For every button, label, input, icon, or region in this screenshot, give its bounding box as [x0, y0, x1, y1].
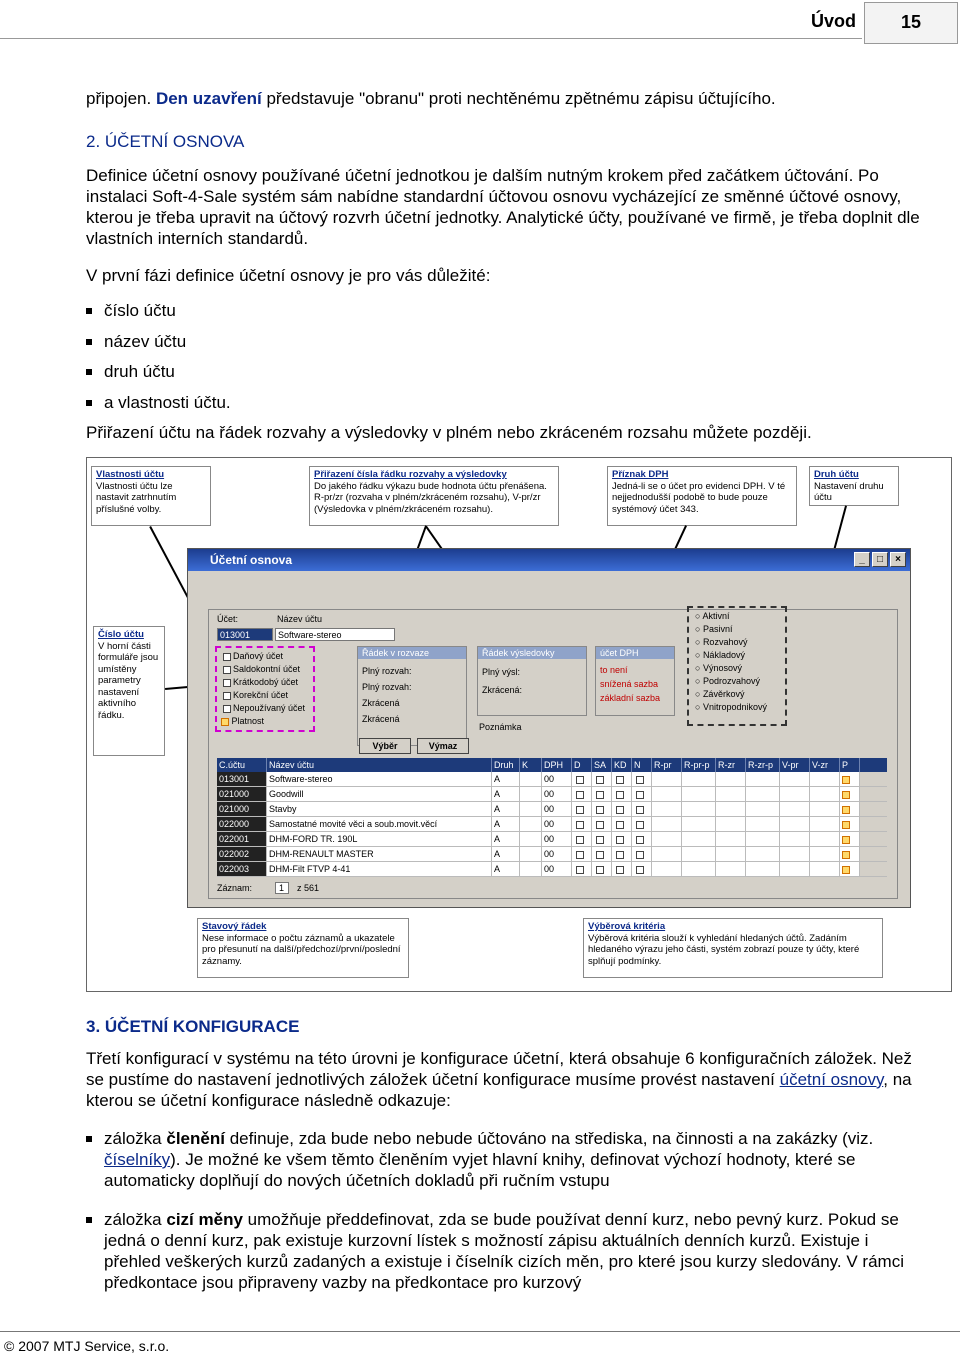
checkbox[interactable] [616, 851, 624, 859]
grid-cell[interactable] [612, 832, 632, 846]
account-name-cell[interactable]: Stavby [267, 802, 492, 816]
checkbox[interactable] [576, 806, 584, 814]
account-code-cell[interactable]: 013001 [217, 772, 267, 786]
section3-paragraph [86, 1048, 926, 1111]
chart-of-accounts-link[interactable]: účetní osnovy [779, 1070, 884, 1089]
section3-heading: 3. ÚČETNÍ KONFIGURACE [86, 1017, 300, 1036]
group-title: účet DPH [596, 647, 674, 659]
grid-cell[interactable] [592, 817, 612, 831]
account-code-cell[interactable]: 022003 [217, 862, 267, 876]
grid-cell[interactable] [746, 802, 780, 816]
grid-cell[interactable] [810, 832, 840, 846]
account-number-field[interactable]: 013001 [217, 628, 273, 641]
chart-of-accounts-window [187, 548, 911, 908]
grid-header [217, 758, 887, 772]
record-status-bar [217, 882, 319, 894]
note-text: Jedná-li se o účet pro evidenci DPH. V té nejjednodušší podobě to bude pouze systémový účet 343. [612, 480, 786, 515]
grid-cell[interactable] [572, 832, 592, 846]
grid-cell[interactable] [592, 787, 612, 801]
note-account-number [93, 626, 165, 756]
bullet-currency [86, 1209, 926, 1293]
grid-cell[interactable] [682, 862, 716, 876]
grid-cell[interactable] [592, 802, 612, 816]
checkbox[interactable] [842, 791, 850, 799]
grid-cell[interactable] [652, 832, 682, 846]
grid-cell[interactable] [652, 817, 682, 831]
grid-cell[interactable]: 00 [542, 772, 572, 786]
account-name-field[interactable]: Software-stereo [275, 628, 395, 641]
grid-cell[interactable] [810, 847, 840, 861]
text: umožňuje předdefinovat, zda se bude používat denní kurz, nebo pevný kurz. Pokud se jedná o denní kurz, pak existuje kurzovní lístek s možností zápisu aktuálních denních kurzů. Existuje i přehled veškerých kurzů zadaných a existuje i číselník cizích měn, pro které jsou kurzy sledovány. V rámci předkontace jsou připraveny vazby na předkontace pro kurzový [104, 1210, 904, 1292]
grid-cell[interactable] [520, 847, 542, 861]
section2-heading: 2. ÚČETNÍ OSNOVA [86, 132, 245, 151]
grid-cell[interactable] [520, 832, 542, 846]
checkbox[interactable] [636, 851, 644, 859]
header-rule [0, 38, 862, 39]
grid-cell[interactable] [780, 787, 810, 801]
note-title: Stavový řádek [202, 921, 267, 932]
grid-cell[interactable] [810, 862, 840, 876]
col-header[interactable]: Druh [492, 758, 520, 772]
grid-cell[interactable]: 00 [542, 832, 572, 846]
grid-cell[interactable] [632, 787, 652, 801]
col-header[interactable]: SA [592, 758, 612, 772]
minimize-icon[interactable]: _ [854, 552, 870, 567]
col-header[interactable]: R-zr [716, 758, 746, 772]
account-name-cell[interactable]: DHM-FORD TR. 190L [267, 832, 492, 846]
account-code-cell[interactable]: 021000 [217, 802, 267, 816]
prop-saldo[interactable]: Saldokontní účet [221, 663, 309, 676]
checkbox[interactable] [616, 836, 624, 844]
note-title: Příznak DPH [612, 469, 669, 480]
checkbox[interactable] [576, 821, 584, 829]
col-header[interactable]: KD [612, 758, 632, 772]
grid-cell[interactable] [652, 787, 682, 801]
field-label: Zkrácená [362, 698, 400, 708]
prop-short[interactable]: Krátkodobý účet [221, 676, 309, 689]
account-code-cell[interactable]: 022002 [217, 847, 267, 861]
col-header[interactable]: K [520, 758, 542, 772]
window-titlebar [188, 549, 910, 571]
type-option[interactable]: ○ Vnitropodnikový [695, 702, 767, 712]
note-text: Výběrová kritéria slouží k vyhledání hledaných účtů. Zadáním hledaného výrazu jeho části, systém zobrazí pouze ty účty, které splňují podmínky. [588, 932, 860, 967]
form-area [208, 609, 898, 899]
account-code-cell[interactable]: 022001 [217, 832, 267, 846]
intro-paragraph [86, 88, 926, 109]
note-text: Nastavení druhu účtu [814, 480, 884, 503]
note-title: Výběrová kritéria [588, 921, 666, 932]
prop-unused[interactable]: Nepoužívaný účet [221, 702, 309, 715]
record-label: Záznam: [217, 883, 253, 893]
clear-button[interactable]: Výmaz [417, 738, 469, 754]
grid-cell[interactable] [520, 862, 542, 876]
group-title: Řádek výsledovky [478, 647, 586, 659]
grid-cell[interactable] [840, 862, 860, 876]
grid-cell[interactable] [716, 817, 746, 831]
record-total: z 561 [297, 883, 320, 893]
type-option[interactable]: ○ Výnosový [695, 663, 742, 673]
grid-cell[interactable] [612, 787, 632, 801]
vat-group [595, 646, 675, 716]
account-name-cell[interactable]: Software-stereo [267, 772, 492, 786]
note-selection-criteria [583, 918, 883, 978]
type-option[interactable]: ○ Aktivní [695, 611, 730, 621]
grid-cell[interactable] [840, 817, 860, 831]
checkbox[interactable] [616, 806, 624, 814]
grid-cell[interactable]: A [492, 847, 520, 861]
checkbox[interactable] [576, 776, 584, 784]
grid-cell[interactable] [682, 832, 716, 846]
grid-cell[interactable] [682, 802, 716, 816]
account-name-cell[interactable]: DHM-RENAULT MASTER [267, 847, 492, 861]
bullet-1: číslo účtu [86, 300, 926, 321]
text: , na kterou se účetní konfigurace následně odkazuje: [86, 1070, 912, 1110]
col-header[interactable]: N [632, 758, 652, 772]
grid-cell[interactable] [682, 787, 716, 801]
vat-option[interactable]: to není [600, 665, 628, 675]
term: členění [166, 1129, 225, 1148]
grid-cell[interactable] [632, 832, 652, 846]
checkbox[interactable] [636, 806, 644, 814]
properties-group [215, 646, 315, 732]
grid-cell[interactable]: 00 [542, 802, 572, 816]
grid-cell[interactable] [716, 787, 746, 801]
note-status-bar [197, 918, 409, 978]
checkbox[interactable] [842, 776, 850, 784]
income-row-group [477, 646, 587, 716]
record-position[interactable]: 1 [275, 882, 289, 894]
checkbox[interactable] [616, 776, 624, 784]
codebooks-link[interactable]: číselníky [104, 1150, 171, 1169]
grid-cell[interactable] [612, 772, 632, 786]
chart-of-accounts-screenshot [86, 457, 952, 992]
grid-cell[interactable] [682, 772, 716, 786]
grid-cell[interactable] [632, 817, 652, 831]
label-account: Účet: [217, 614, 239, 624]
checkbox[interactable] [842, 806, 850, 814]
grid-cell[interactable] [840, 802, 860, 816]
grid-cell[interactable] [520, 802, 542, 816]
grid-cell[interactable]: 00 [542, 862, 572, 876]
grid-cell[interactable] [632, 862, 652, 876]
grid-cell[interactable] [746, 787, 780, 801]
grid-cell[interactable] [632, 772, 652, 786]
close-icon[interactable]: × [890, 552, 906, 567]
checkbox[interactable] [636, 776, 644, 784]
grid-cell[interactable] [716, 832, 746, 846]
account-name-cell[interactable]: DHM-Filt FTVP 4-41 [267, 862, 492, 876]
note-title: Druh účtu [814, 469, 859, 480]
note-title: Číslo účtu [98, 629, 144, 640]
type-option[interactable]: ○ Nákladový [695, 650, 745, 660]
grid-cell[interactable] [780, 862, 810, 876]
note-title: Přiřazení čísla řádku rozvahy a výsledovky [314, 469, 507, 480]
checkbox[interactable] [576, 851, 584, 859]
text: Třetí konfigurací v systému na této úrovni je konfigurace účetní, která obsahuje 6 konfiguračních záložek. Než se pustíme do nastavení jednotlivých záložek účetní konfigurace musíme provést nastavení [86, 1049, 912, 1089]
grid-cell[interactable] [612, 802, 632, 816]
intro-term: Den uzavření [155, 89, 262, 108]
type-option[interactable]: ○ Podrozvahový [695, 676, 760, 686]
grid-cell[interactable] [520, 787, 542, 801]
prop-correction[interactable]: Korekční účet [221, 689, 309, 702]
grid-cell[interactable] [840, 847, 860, 861]
prop-tax[interactable]: Daňový účet [221, 650, 309, 663]
checkbox[interactable] [596, 851, 604, 859]
grid-cell[interactable] [652, 772, 682, 786]
table-row[interactable] [217, 832, 887, 847]
checkbox[interactable] [596, 776, 604, 784]
checkbox[interactable] [842, 836, 850, 844]
checkbox[interactable] [616, 821, 624, 829]
table-row[interactable] [217, 772, 887, 787]
grid-cell[interactable] [572, 847, 592, 861]
checkbox[interactable] [842, 866, 850, 874]
grid-cell[interactable] [780, 802, 810, 816]
grid-cell[interactable] [840, 787, 860, 801]
grid-cell[interactable] [572, 802, 592, 816]
bullet-division [86, 1128, 926, 1191]
grid-cell[interactable]: 00 [542, 787, 572, 801]
footer-rule [0, 1331, 960, 1332]
bullet-2: název účtu [86, 331, 926, 352]
checkbox[interactable] [596, 836, 604, 844]
type-option[interactable]: ○ Závěrkový [695, 689, 745, 699]
checkbox[interactable] [596, 791, 604, 799]
grid-cell[interactable] [746, 862, 780, 876]
grid-cell[interactable] [612, 817, 632, 831]
grid-cell[interactable] [652, 862, 682, 876]
grid-cell[interactable] [780, 772, 810, 786]
col-header[interactable]: R-pr [652, 758, 682, 772]
account-name-cell[interactable]: Goodwill [267, 787, 492, 801]
type-option[interactable]: ○ Pasivní [695, 624, 733, 634]
checkbox[interactable] [616, 791, 624, 799]
table-row[interactable] [217, 817, 887, 832]
header-title: Úvod [811, 11, 856, 31]
checkbox[interactable] [596, 866, 604, 874]
grid-cell[interactable] [746, 772, 780, 786]
checkbox[interactable] [616, 866, 624, 874]
bullet-4: a vlastnosti účtu. [86, 392, 926, 413]
section2-closing: Přiřazení účtu na řádek rozvahy a výsledovky v plném nebo zkráceném rozsahu můžete později. [86, 423, 812, 442]
checkbox[interactable] [842, 821, 850, 829]
type-option[interactable]: ○ Rozvahový [695, 637, 748, 647]
field-label: Plný výsl: [482, 667, 521, 677]
text: definuje, zda bude nebo nebude účtováno na střediska, na činnosti a na zakázky (viz. [224, 1129, 874, 1148]
grid-cell[interactable] [746, 847, 780, 861]
account-code-cell[interactable]: 022000 [217, 817, 267, 831]
table-row[interactable] [217, 802, 887, 817]
grid-cell[interactable] [716, 862, 746, 876]
grid-cell[interactable]: A [492, 862, 520, 876]
text: záložka [104, 1210, 167, 1229]
checkbox[interactable] [842, 851, 850, 859]
grid-cell[interactable] [780, 817, 810, 831]
grid-cell[interactable] [612, 847, 632, 861]
grid-cell[interactable] [716, 802, 746, 816]
checkbox[interactable] [596, 806, 604, 814]
grid-cell[interactable] [612, 862, 632, 876]
grid-cell[interactable] [682, 817, 716, 831]
grid-cell[interactable] [840, 772, 860, 786]
col-header[interactable]: R-pr-p [682, 758, 716, 772]
prop-valid[interactable]: Platnost [221, 715, 309, 728]
intro-text-b: představuje "obranu" proti nechtěnému zpětnému zápisu účtujícího. [261, 89, 776, 108]
note-account-type [809, 466, 899, 506]
grid-cell[interactable]: A [492, 817, 520, 831]
grid-cell[interactable] [810, 817, 840, 831]
checkbox[interactable] [636, 866, 644, 874]
table-row[interactable] [217, 847, 887, 862]
grid-cell[interactable]: A [492, 772, 520, 786]
checkbox[interactable] [576, 791, 584, 799]
grid-cell[interactable] [746, 832, 780, 846]
col-header[interactable]: V-pr [780, 758, 810, 772]
col-header[interactable]: Název účtu [267, 758, 492, 772]
note-text: V horní části formuláře jsou umístěny parametry nastavení aktivního řádku. [98, 640, 159, 721]
grid-body [217, 772, 887, 877]
grid-cell[interactable] [572, 772, 592, 786]
text: záložka [104, 1129, 167, 1148]
col-header[interactable]: C.účtu [217, 758, 267, 772]
col-header[interactable]: R-zr-p [746, 758, 780, 772]
grid-cell[interactable] [632, 802, 652, 816]
grid-cell[interactable] [746, 817, 780, 831]
term: cizí měny [166, 1210, 243, 1229]
note-text: Do jakého řádku výkazu bude hodnota účtu přenášena. R-pr/zr (rozvaha v plném/zkráceném rozsahu), V-pr/zr (Výsledovka v plném/zkráceném rozsahu). [314, 480, 547, 515]
vat-option[interactable]: snížená sazba [600, 679, 659, 689]
checkbox[interactable] [596, 821, 604, 829]
section2-intro-line: V první fázi definice účetní osnovy je pro vás důležité: [86, 266, 491, 285]
grid-cell[interactable] [780, 832, 810, 846]
maximize-icon[interactable]: □ [872, 552, 888, 567]
bullet-3: druh účtu [86, 361, 926, 382]
grid-cell[interactable] [592, 832, 612, 846]
col-header[interactable]: V-zr [810, 758, 840, 772]
grid-cell[interactable]: A [492, 802, 520, 816]
account-type-group [687, 606, 787, 726]
grid-cell[interactable] [652, 802, 682, 816]
field-label: Zkrácená: [482, 685, 523, 695]
select-button[interactable]: Výběr [359, 738, 411, 754]
grid-cell[interactable] [592, 772, 612, 786]
checkbox[interactable] [636, 836, 644, 844]
grid-cell[interactable] [592, 862, 612, 876]
checkbox[interactable] [576, 836, 584, 844]
col-header[interactable]: DPH [542, 758, 572, 772]
table-row[interactable] [217, 787, 887, 802]
note-label: Poznámka [479, 722, 522, 732]
group-title: Řádek v rozvaze [358, 647, 466, 659]
vat-option[interactable]: základní sazba [600, 693, 661, 703]
note-text: Vlastnosti účtu lze nastavit zatrhnutím příslušné volby. [96, 480, 177, 515]
grid-cell[interactable] [592, 847, 612, 861]
grid-cell[interactable] [716, 772, 746, 786]
grid-cell[interactable] [810, 787, 840, 801]
footer-copyright: © 2007 MTJ Service, s.r.o. [4, 1338, 170, 1354]
col-header[interactable]: P [840, 758, 860, 772]
note-title: Vlastnosti účtu [96, 469, 165, 480]
grid-cell[interactable] [520, 817, 542, 831]
note-text: Nese informace o počtu záznamů a ukazatele pro přesunutí na další/předchozí/první/poslední záznamy. [202, 932, 401, 967]
field-label: Plný rozvah: [362, 666, 412, 676]
checkbox[interactable] [576, 866, 584, 874]
col-header[interactable]: D [572, 758, 592, 772]
note-account-properties [91, 466, 211, 526]
grid-cell[interactable] [572, 817, 592, 831]
note-vat-flag [607, 466, 797, 526]
account-code-cell[interactable]: 021000 [217, 787, 267, 801]
table-row[interactable] [217, 862, 887, 877]
accounts-grid [217, 758, 887, 877]
balance-row-group [357, 646, 467, 746]
grid-cell[interactable] [652, 847, 682, 861]
window-title: Účetní osnova [210, 553, 293, 567]
field-label: Zkrácená [362, 714, 400, 724]
grid-cell[interactable] [840, 832, 860, 846]
text: ). Je možné ke všem těmto členěním vyjet hlavní knihy, definovat výchozí hodnoty, které se automaticky doplňují do nových účetních dokladů při ručním vstupu [104, 1150, 856, 1190]
grid-cell[interactable] [810, 802, 840, 816]
grid-cell[interactable]: A [492, 832, 520, 846]
grid-cell[interactable] [716, 847, 746, 861]
grid-cell[interactable]: 00 [542, 817, 572, 831]
section2-paragraph: Definice účetní osnovy používané účetní jednotkou je dalším nutným krokem před začátkem účtování. Po instalaci Soft-4-Sale systém sám nabídne standardní účtovou osnovu vycházející ze směnné účtové osnovy, kterou je třeba upravit na účtový rozvrh účetní jednotky. Analytické účty, používané ve firmě, je třeba doplnit dle vlastních interních standardů. [86, 166, 920, 248]
grid-cell[interactable] [810, 772, 840, 786]
account-name-cell[interactable]: Samostatné movité věci a soub.movit.věcí [267, 817, 492, 831]
grid-cell[interactable] [520, 772, 542, 786]
grid-cell[interactable] [682, 847, 716, 861]
intro-text-a: připojen. [86, 89, 156, 108]
grid-cell[interactable] [572, 787, 592, 801]
checkbox[interactable] [636, 791, 644, 799]
grid-cell[interactable] [572, 862, 592, 876]
page-number: 15 [864, 2, 958, 44]
grid-cell[interactable]: 00 [542, 847, 572, 861]
note-row-assignment [309, 466, 559, 526]
checkbox[interactable] [636, 821, 644, 829]
window-controls [854, 552, 906, 567]
grid-cell[interactable] [632, 847, 652, 861]
label-account-name: Název účtu [277, 614, 323, 624]
field-label: Plný rozvah: [362, 682, 412, 692]
grid-cell[interactable] [780, 847, 810, 861]
grid-cell[interactable]: A [492, 787, 520, 801]
